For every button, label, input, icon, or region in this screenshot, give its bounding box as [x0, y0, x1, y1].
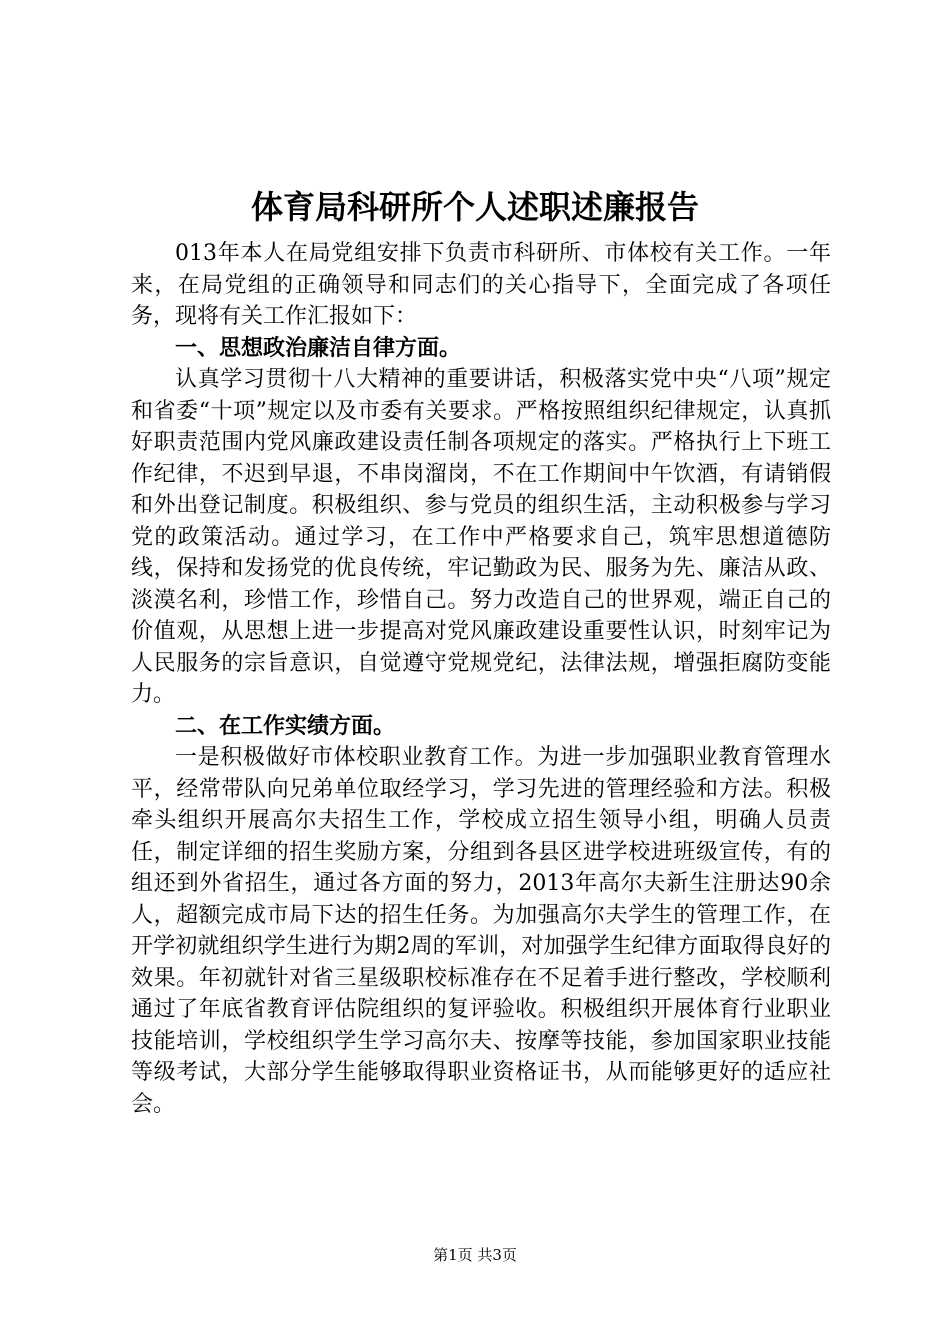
section-paragraph-2: 一是积极做好市体校职业教育工作。为进一步加强职业教育管理水平，经常带队向兄弟单位取经学习，学习先进的管理经验和方法。积极牵头组织开展高尔夫招生工作，学校成立招生领导小组，明确人员责任，制定详细的招生奖励方案，分组到各县区进学校进班级宣传，有的组还到外省招生，通过各方面的努力，2013年高尔夫新生注册达90余人，超额完成市局下达的招生任务。为加强高尔夫学生的管理工作，在开学初就组织学生进行为期2周的军训，对加强学生纪律方面取得良好的效果。年初就针对省三星级职校标准存在不足着手进行整改，学校顺利通过了年底省教育评估院组织的复评验收。积极组织开展体育行业职业技能培训，学校组织学生学习高尔夫、按摩等技能，参加国家职业技能等级考试，大部分学生能够取得职业资格证书，从而能够更好的适应社会。	[131, 745, 831, 1117]
section-paragraph-1: 认真学习贯彻十八大精神的重要讲话，积极落实党中央“八项”规定和省委“十项”规定以及市委有关要求。严格按照组织纪律规定，认真抓好职责范围内党风廉政建设责任制各项规定的落实。严格执行上下班工作纪律，不迟到早退，不串岗溜岗，不在工作期间中午饮酒，有请销假和外出登记制度。积极组织、参与党员的组织生活，主动积极参与学习党的政策活动。通过学习，在工作中严格要求自己，筑牢思想道德防线，保持和发扬党的优良传统，牢记勤政为民、服务为先、廉洁从政、淡漠名利，珍惜工作，珍惜自己。努力改造自己的世界观，端正自己的价值观，从思想上进一步提高对党风廉政建设重要性认识，时刻牢记为人民服务的宗旨意识，自觉遵守党规党纪，法律法规，增强拒腐防变能力。	[131, 367, 831, 707]
section-heading-1: 一、思想政治廉洁自律方面。	[175, 335, 462, 361]
page-footer: 第1页 共3页	[433, 1246, 517, 1264]
intro-paragraph: 013年本人在局党组安排下负责市科研所、市体校有关工作。一年来，在局党组的正确领导和同志们的关心指导下，全面完成了各项任务，现将有关工作汇报如下：	[131, 241, 831, 329]
document-body	[131, 238, 831, 1120]
document-title: 体育局科研所个人述职述廉报告	[250, 188, 699, 226]
section-heading-2: 二、在工作实绩方面。	[175, 713, 396, 739]
